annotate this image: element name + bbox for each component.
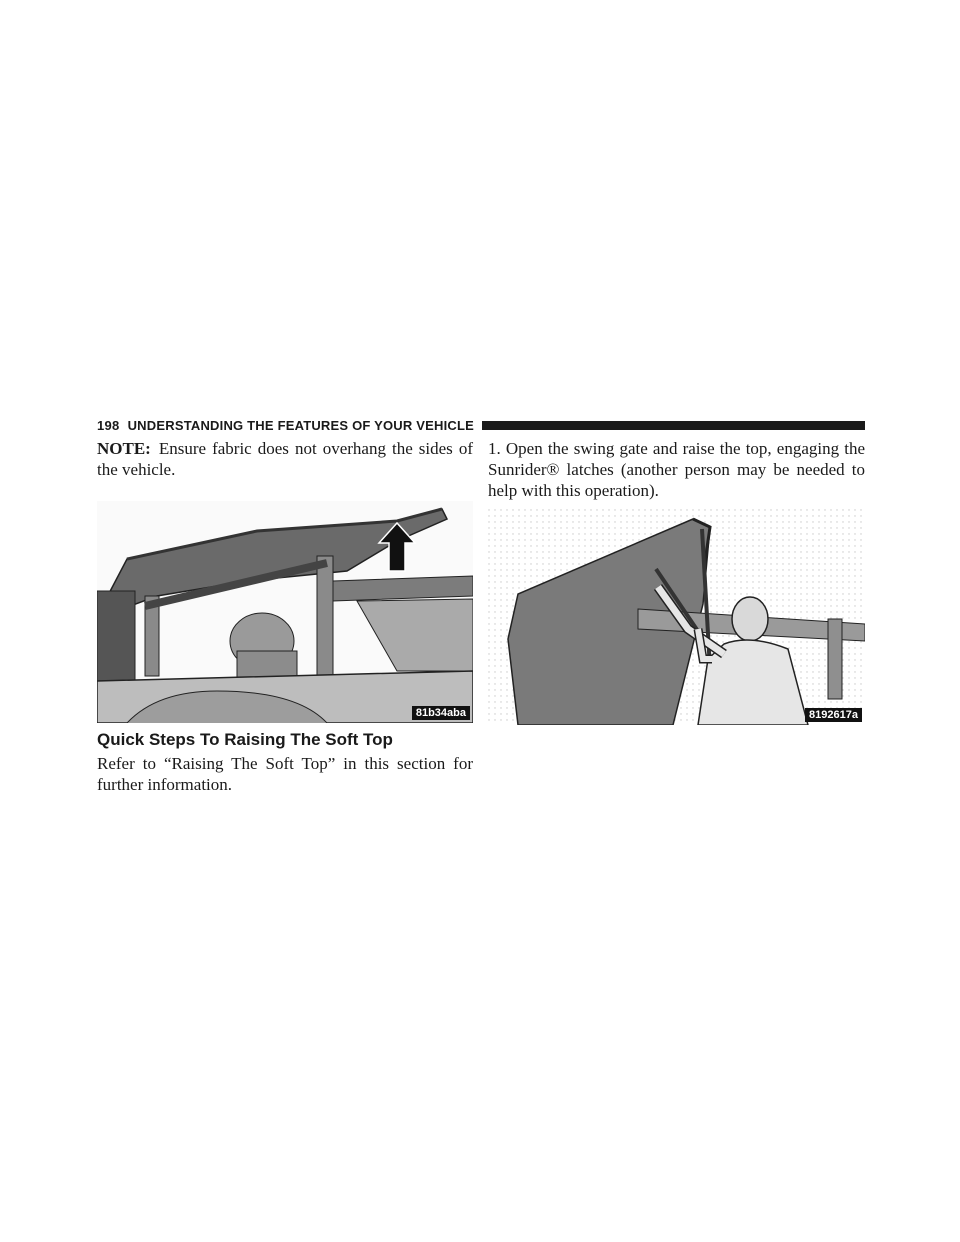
note-paragraph bbox=[97, 438, 473, 480]
soft-top-illustration bbox=[97, 501, 473, 723]
right-column bbox=[488, 438, 865, 725]
note-label: NOTE: bbox=[97, 439, 151, 458]
figure-code: 81b34aba bbox=[412, 706, 470, 720]
step-paragraph: 1. Open the swing gate and raise the top, engaging the Sunrider® latches (another person may be needed to help with this operation). bbox=[488, 439, 865, 500]
section-heading: Quick Steps To Raising The Soft Top bbox=[97, 730, 393, 749]
page-header bbox=[97, 414, 865, 436]
figure-code: 8192617a bbox=[805, 708, 862, 722]
swing-gate-illustration bbox=[488, 509, 865, 725]
header-rule bbox=[482, 421, 865, 430]
section-title: UNDERSTANDING THE FEATURES OF YOUR VEHICLE bbox=[127, 417, 475, 433]
left-column bbox=[97, 438, 473, 795]
page-number: 198 bbox=[97, 417, 120, 433]
soft-top-drawing bbox=[97, 501, 473, 723]
swing-gate-drawing bbox=[488, 509, 865, 725]
body-paragraph: Refer to “Raising The Soft Top” in this section for further information. bbox=[97, 754, 473, 794]
note-text: Ensure fabric does not overhang the sides of the vehicle. bbox=[97, 439, 473, 479]
